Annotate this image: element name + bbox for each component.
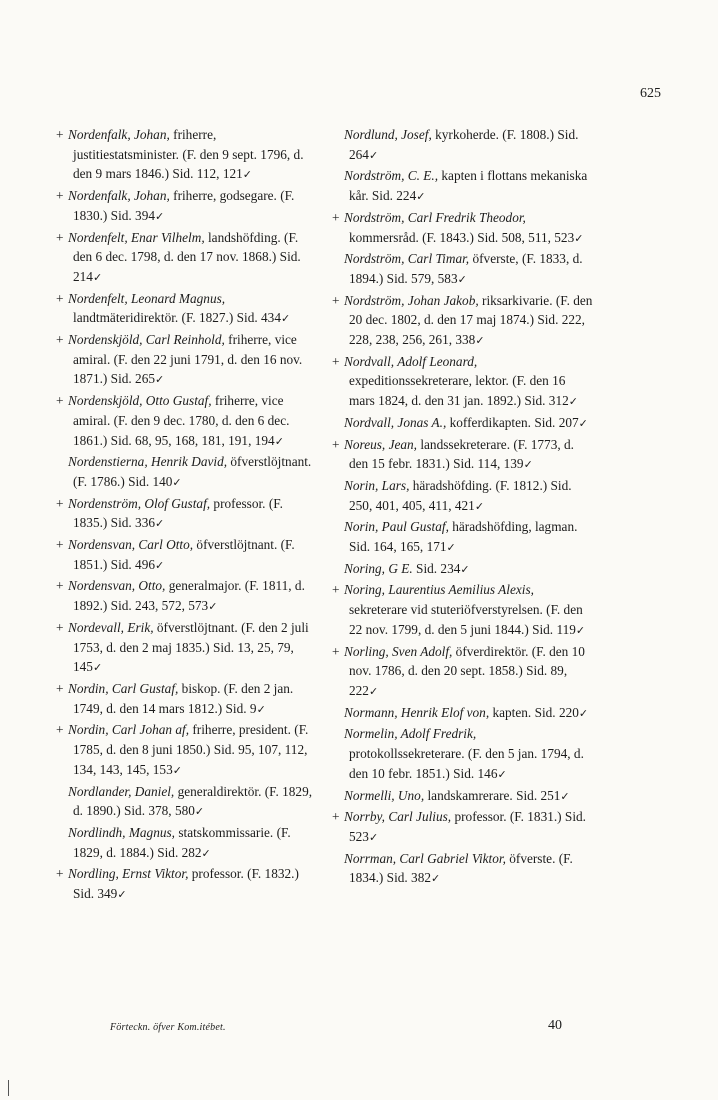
index-entry: [56, 823, 318, 864]
checkmark-icon: +: [56, 619, 64, 635]
entry-name: Nordevall, Erik,: [68, 619, 154, 635]
entry-name: Nordenfalk, Johan,: [68, 127, 170, 142]
index-entry: [332, 166, 594, 207]
checkmark-icon: +: [56, 229, 64, 245]
index-entry: [332, 807, 594, 848]
index-entry: [332, 786, 594, 808]
index-entry: [56, 679, 318, 720]
index-entry: [332, 249, 594, 290]
entry-details: expeditionssekreterare, lektor. (F. den 16 mars 1824, d. den 31 jan. 1892.) Sid. 312: [349, 373, 569, 409]
entry-name: Norrby, Carl Julius,: [344, 809, 452, 825]
index-entry: [56, 391, 318, 452]
entry-details: generalmajor. (F. 1811, d. 1892.) Sid. 243, 572, 573: [73, 578, 305, 614]
checkmark-icon: +: [56, 722, 64, 738]
footer-title: Förteckn. öfver Kom.itébet.: [110, 1022, 226, 1033]
checkmark-icon: +: [332, 209, 340, 225]
entry-name: Norrman, Carl Gabriel Viktor,: [344, 850, 506, 866]
tick-mark-icon: ✓: [446, 542, 456, 555]
tick-mark-icon: ✓: [497, 768, 507, 781]
entry-details: öfverstlöjtnant. (F. den 2 juli 1753, d. den 2 maj 1835.) Sid. 13, 25, 79, 145: [73, 619, 309, 675]
entry-name: Nordenfelt, Leonard Magnus,: [68, 290, 226, 306]
tick-mark-icon: ✓: [194, 806, 205, 819]
checkmark-icon: +: [332, 436, 340, 452]
checkmark-icon: +: [56, 578, 64, 594]
entry-details: kapten i flottans mekaniska kår. Sid. 224: [349, 168, 588, 204]
index-entry: [56, 125, 318, 186]
entry-name: Norin, Paul Gustaf,: [344, 519, 449, 535]
checkmark-icon: +: [56, 866, 64, 882]
entry-details: kofferdikapten. Sid. 207: [446, 414, 579, 430]
tick-mark-icon: ✓: [201, 847, 211, 860]
tick-mark-icon: ✓: [274, 435, 284, 448]
tick-mark-icon: ✓: [560, 790, 570, 803]
entry-name: Normelli, Uno,: [344, 787, 425, 803]
tick-mark-icon: ✓: [172, 764, 182, 777]
checkmark-icon: +: [56, 495, 64, 511]
entry-details: öfverste. (F. 1834.) Sid. 382: [349, 850, 573, 886]
tick-mark-icon: ✓: [523, 459, 533, 472]
tick-mark-icon: ✓: [117, 889, 127, 902]
entry-name: Nordlund, Josef,: [344, 127, 432, 142]
index-entry: [332, 352, 594, 413]
checkmark-icon: +: [56, 393, 64, 409]
page-number: 625: [640, 86, 661, 101]
tick-mark-icon: ✓: [578, 707, 589, 720]
index-entry: [56, 618, 318, 679]
index-entry: [332, 724, 594, 785]
tick-mark-icon: ✓: [368, 149, 379, 162]
entry-name: Nordenfalk, Johan,: [68, 188, 170, 204]
checkmark-icon: +: [332, 582, 340, 598]
tick-mark-icon: ✓: [578, 417, 588, 430]
entry-details: öfverstlöjtnant. (F. 1786.) Sid. 140: [73, 454, 312, 489]
entry-name: Nordvall, Adolf Leonard,: [344, 353, 478, 369]
checkmark-icon: +: [332, 292, 340, 308]
tick-mark-icon: ✓: [280, 313, 291, 326]
tick-mark-icon: ✓: [475, 335, 485, 348]
entry-name: Nordström, Carl Fredrik Theodor,: [344, 209, 526, 225]
entry-details: biskop. (F. den 2 jan. 1749, d. den 14 mars 1812.) Sid. 9: [73, 680, 294, 716]
entry-name: Nordensvan, Otto,: [68, 578, 166, 594]
entry-name: Nordström, C. E.,: [344, 168, 439, 184]
tick-mark-icon: ✓: [155, 374, 165, 387]
entry-name: Normann, Henrik Elof von,: [344, 704, 490, 720]
entry-details: friherre, vice amiral. (F. den 22 juni 1791, d. den 16 nov. 1871.) Sid. 265: [73, 332, 303, 387]
entry-details: friherre, president. (F. 1785, d. den 8 juni 1850.) Sid. 95, 107, 112, 134, 143, 145, 153: [73, 722, 309, 777]
entry-name: Noreus, Jean,: [344, 436, 417, 452]
tick-mark-icon: ✓: [155, 559, 165, 572]
entry-details: sekreterare vid stuteriöfverstyrelsen. (F. den 22 nov. 1799, d. den 5 juni 1844.) Sid. 119: [349, 602, 583, 637]
entry-details: landssekreterare. (F. 1773, d. den 15 febr. 1831.) Sid. 114, 139: [349, 436, 574, 472]
index-entry: [56, 782, 318, 823]
checkmark-icon: +: [332, 643, 340, 659]
entry-name: Nordensvan, Carl Otto,: [68, 537, 194, 553]
entry-name: Nordin, Carl Johan af,: [68, 722, 190, 738]
tick-mark-icon: ✓: [208, 601, 218, 614]
tick-mark-icon: ✓: [155, 518, 165, 531]
checkmark-icon: +: [56, 332, 64, 348]
index-entry: [56, 452, 318, 493]
entry-details: kyrkoherde. (F. 1808.) Sid. 264: [349, 127, 579, 162]
index-entry: [332, 517, 594, 558]
checkmark-icon: +: [332, 809, 340, 825]
entry-details: generaldirektör. (F. 1829, d. 1890.) Sid. 378, 580: [73, 783, 313, 819]
tick-mark-icon: ✓: [575, 624, 586, 637]
index-entry: [332, 291, 594, 352]
checkmark-icon: +: [332, 353, 340, 369]
tick-mark-icon: ✓: [155, 210, 165, 223]
entry-details: professor. (F. 1831.) Sid. 523: [349, 809, 586, 844]
entry-name: Noring, G E.: [344, 560, 413, 576]
entry-details: protokollssekreterare. (F. den 5 jan. 1794, d. den 10 febr. 1851.) Sid. 146: [349, 746, 584, 781]
entry-details: landskamrerare. Sid. 251: [424, 787, 561, 803]
index-entry: [332, 125, 594, 166]
footer-page-number: 40: [548, 1018, 562, 1033]
entry-name: Noring, Laurentius Aemilius Alexis,: [344, 582, 534, 598]
tick-mark-icon: ✓: [92, 271, 103, 284]
entry-name: Nordström, Johan Jakob,: [344, 292, 479, 308]
left-column: [56, 125, 318, 906]
tick-mark-icon: ✓: [568, 396, 578, 409]
index-entry: [332, 580, 594, 641]
tick-mark-icon: ✓: [574, 232, 584, 245]
entry-name: Nordenstierna, Henrik David,: [68, 454, 228, 470]
tick-mark-icon: ✓: [368, 685, 379, 698]
entry-name: Nordlindh, Magnus,: [68, 824, 175, 840]
index-entry: [332, 413, 594, 435]
entry-details: öfverdirektör. (F. den 10 nov. 1786, d. den 20 sept. 1858.) Sid. 89, 222: [349, 643, 585, 698]
index-entry: [56, 330, 318, 391]
entry-details: statskommissarie. (F. 1829, d. 1884.) Sid. 282: [73, 824, 291, 860]
right-column: [332, 125, 594, 890]
entry-details: kommersråd. (F. 1843.) Sid. 508, 511, 523: [349, 229, 575, 245]
entry-details: kapten. Sid. 220: [489, 704, 579, 720]
entry-name: Nordin, Carl Gustaf,: [68, 680, 179, 696]
checkmark-icon: +: [56, 188, 64, 204]
entry-name: Norling, Sven Adolf,: [344, 643, 453, 659]
checkmark-icon: +: [56, 680, 64, 696]
entry-details: landshöfding. (F. den 6 dec. 1798, d. den 17 nov. 1868.) Sid. 214: [73, 229, 301, 284]
index-entry: [332, 435, 594, 476]
entry-name: Nordenskjöld, Carl Reinhold,: [68, 332, 225, 348]
index-entry: [56, 864, 318, 905]
entry-details: häradshöfding, lagman. Sid. 164, 165, 171: [349, 519, 578, 555]
tick-mark-icon: ✓: [368, 831, 379, 844]
checkmark-icon: +: [56, 290, 64, 306]
index-entry: [332, 849, 594, 890]
tick-mark-icon: ✓: [431, 873, 441, 886]
checkmark-icon: +: [56, 537, 64, 553]
entry-name: Nordenfelt, Enar Vilhelm,: [68, 229, 205, 245]
tick-mark-icon: ✓: [256, 703, 266, 716]
margin-mark: [8, 1080, 9, 1096]
entry-details: professor. (F. 1832.) Sid. 349: [73, 866, 299, 902]
checkmark-icon: +: [56, 127, 64, 142]
index-entry: [332, 208, 594, 249]
index-entry: [56, 289, 318, 330]
entry-details: öfverstlöjtnant. (F. 1851.) Sid. 496: [73, 537, 295, 572]
index-entry: [332, 559, 594, 581]
index-entry: [56, 535, 318, 576]
entry-details: friherre, vice amiral. (F. den 9 dec. 1780, d. den 6 dec. 1861.) Sid. 68, 95, 168, 181, 191, 194: [73, 393, 290, 448]
entry-name: Nordling, Ernst Viktor,: [68, 866, 189, 882]
tick-mark-icon: ✓: [416, 191, 426, 204]
entry-name: Nordvall, Jonas A.,: [344, 414, 447, 430]
entry-details: landtmäteridirektör. (F. 1827.) Sid. 434: [73, 310, 281, 326]
entry-details: friherre, godsegare. (F. 1830.) Sid. 394: [73, 188, 295, 223]
entry-name: Normelin, Adolf Fredrik,: [344, 726, 477, 742]
tick-mark-icon: ✓: [242, 169, 252, 182]
index-entry: [56, 576, 318, 617]
tick-mark-icon: ✓: [92, 662, 103, 675]
tick-mark-icon: ✓: [460, 563, 470, 576]
index-entry: [56, 494, 318, 535]
index-entry: [56, 228, 318, 289]
entry-details: häradshöfding. (F. 1812.) Sid. 250, 401, 405, 411, 421: [349, 477, 572, 513]
entry-details: Sid. 234: [412, 560, 461, 576]
entry-name: Norin, Lars,: [344, 477, 410, 493]
entry-name: Nordenskjöld, Otto Gustaf,: [68, 393, 212, 409]
index-entry: [56, 186, 318, 227]
index-entry: [332, 703, 594, 725]
index-entry: [332, 476, 594, 517]
entry-name: Nordlander, Daniel,: [68, 783, 175, 799]
entry-name: Nordström, Carl Timar,: [344, 251, 470, 267]
tick-mark-icon: ✓: [172, 476, 182, 489]
entry-details: professor. (F. 1835.) Sid. 336: [73, 495, 283, 531]
entry-details: friherre, justitiestatsminister. (F. den 9 sept. 1796, d. den 9 mars 1846.) Sid. 112, 121: [73, 127, 304, 182]
entry-details: öfverste, (F. 1833, d. 1894.) Sid. 579, 583: [349, 251, 583, 286]
index-entry: [332, 642, 594, 703]
index-entry: [56, 720, 318, 781]
tick-mark-icon: ✓: [474, 500, 485, 513]
entry-details: riksarkivarie. (F. den 20 dec. 1802, d. den 17 maj 1874.) Sid. 222, 228, 238, 256, 261, 338: [349, 292, 593, 348]
tick-mark-icon: ✓: [457, 273, 467, 286]
entry-name: Nordenström, Olof Gustaf,: [68, 495, 211, 511]
